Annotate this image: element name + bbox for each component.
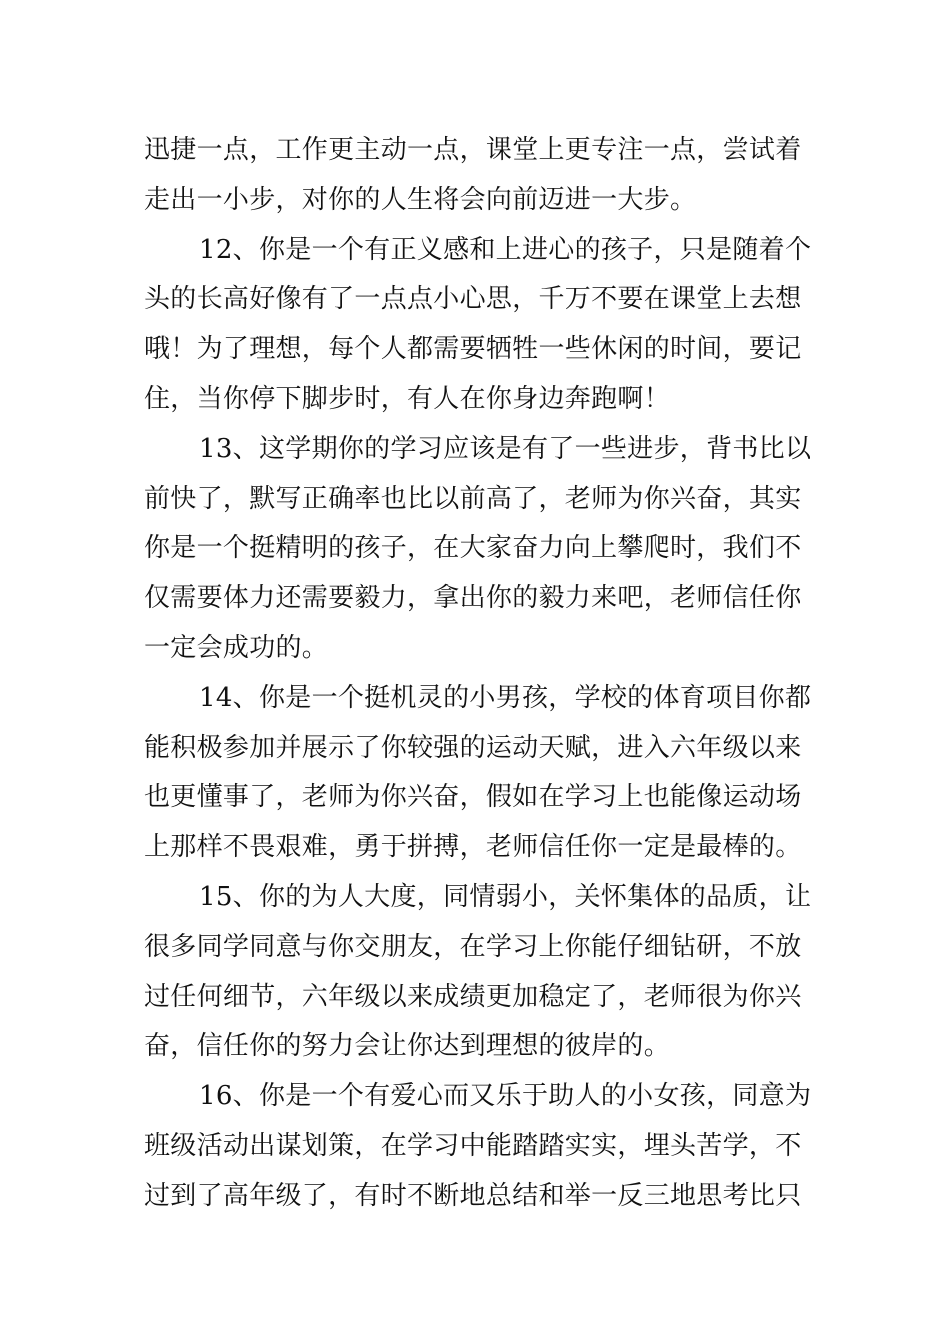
text-line: 过任何细节，六年级以来成绩更加稳定了，老师很为你兴 bbox=[144, 981, 802, 1012]
paragraph-13-start: 13、这学期你的学习应该是有了一些进步，背书比以 bbox=[199, 433, 812, 464]
paragraph-12-start: 12、你是一个有正义感和上进心的孩子，只是随着个 bbox=[199, 234, 812, 265]
text-line: 前快了，默写正确率也比以前高了，老师为你兴奋，其实 bbox=[144, 483, 802, 514]
text-line: 能积极参加并展示了你较强的运动天赋，进入六年级以来 bbox=[144, 732, 802, 763]
text-line: 一定会成功的。 bbox=[144, 632, 329, 663]
text-line: 走出一小步，对你的人生将会向前迈进一大步。 bbox=[144, 184, 697, 215]
paragraph-14-start: 14、你是一个挺机灵的小男孩，学校的体育项目你都 bbox=[199, 682, 812, 713]
text-line: 也更懂事了，老师为你兴奋，假如在学习上也能像运动场 bbox=[144, 782, 802, 813]
paragraph-16-start: 16、你是一个有爱心而又乐于助人的小女孩，同意为 bbox=[199, 1081, 812, 1112]
document-body bbox=[144, 126, 814, 1222]
paragraph-15-start: 15、你的为人大度，同情弱小，关怀集体的品质，让 bbox=[199, 881, 812, 912]
text-line: 头的长高好像有了一点点小心思，千万不要在课堂上去想 bbox=[144, 284, 802, 315]
text-line: 仅需要体力还需要毅力，拿出你的毅力来吧，老师信任你 bbox=[144, 583, 802, 614]
text-line: 你是一个挺精明的孩子，在大家奋力向上攀爬时，我们不 bbox=[144, 533, 802, 564]
text-line: 上那样不畏艰难，勇于拼搏，老师信任你一定是最棒的。 bbox=[144, 832, 802, 863]
text-line: 迅捷一点，工作更主动一点，课堂上更专注一点，尝试着 bbox=[144, 135, 802, 165]
text-line: 住，当你停下脚步时，有人在你身边奔跑啊！ bbox=[144, 383, 671, 414]
text-line: 班级活动出谋划策，在学习中能踏踏实实，埋头苦学，不 bbox=[144, 1130, 802, 1161]
text-line: 过到了高年级了，有时不断地总结和举一反三地思考比只 bbox=[144, 1180, 802, 1211]
text-line: 很多同学同意与你交朋友，在学习上你能仔细钻研，不放 bbox=[144, 931, 802, 962]
text-line: 哦！为了理想，每个人都需要牺牲一些休闲的时间，要记 bbox=[144, 334, 802, 365]
text-line: 奋，信任你的努力会让你达到理想的彼岸的。 bbox=[144, 1031, 671, 1062]
